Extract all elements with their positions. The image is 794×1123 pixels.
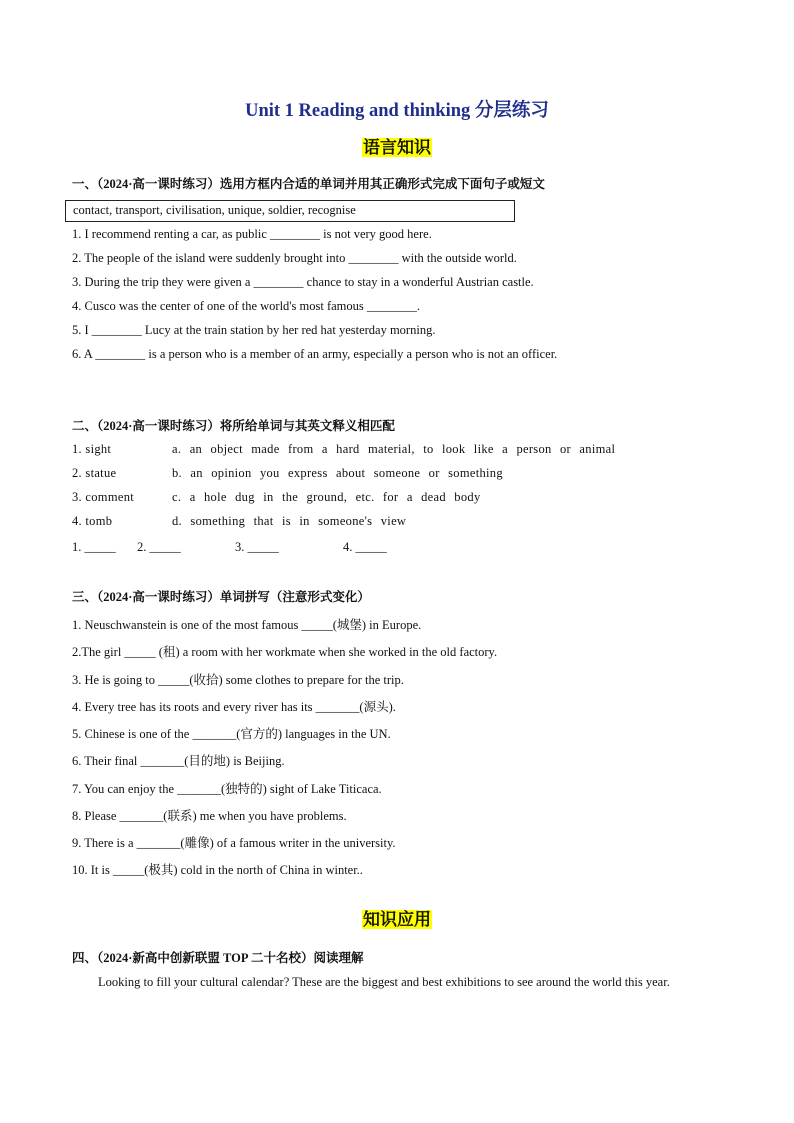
reading-paragraph: Looking to fill your cultural calendar? These are the biggest and best exhibitions to see around the world this year. [98, 975, 670, 989]
section4-heading: 四、（2024·新高中创新联盟 TOP 二十名校）阅读理解 [72, 951, 364, 965]
list-item: 6. Their final _______(目的地) is Beijing. [72, 754, 285, 768]
list-item: 6. A ________ is a person who is a member of an army, especially a person who is not an officer. [72, 347, 558, 361]
list-item: 7. You can enjoy the _______(独特的) sight of Lake Titicaca. [72, 782, 382, 796]
match-word: 1. sight [72, 442, 112, 456]
match-word: 3. comment [72, 490, 135, 504]
list-item: 2.The girl _____ (租) a room with her workmate when she worked in the old factory. [72, 645, 498, 659]
match-definition: d. something that is in someone's view [172, 514, 407, 528]
list-item: 5. Chinese is one of the _______(官方的) languages in the UN. [72, 727, 391, 741]
banner-label: 知识应用 [363, 910, 431, 929]
word-box [65, 200, 515, 222]
match-word: 2. statue [72, 466, 117, 480]
match-definition: b. an opinion you express about someone or something [172, 466, 503, 480]
list-item: 4. Every tree has its roots and every river has its _______(源头). [72, 700, 396, 714]
list-item: 3. He is going to _____(收拾) some clothes to prepare for the trip. [72, 673, 404, 687]
section2-heading: 二、（2024·高一课时练习）将所给单词与其英文释义相匹配 [72, 419, 395, 433]
banner-label: 语言知识 [363, 138, 431, 157]
section-banner-application [0, 909, 794, 931]
section3-heading: 三、（2024·高一课时练习）单词拼写（注意形式变化） [72, 590, 370, 604]
answer-blank: 4. _____ [343, 540, 387, 554]
section-banner-language [0, 137, 794, 159]
answer-blank: 1. _____ [72, 540, 116, 554]
list-item: 5. I ________ Lucy at the train station by her red hat yesterday morning. [72, 323, 436, 337]
list-item: 3. During the trip they were given a ________ chance to stay in a wonderful Austrian castle. [72, 275, 534, 289]
list-item: 10. It is _____(极其) cold in the north of China in winter.. [72, 863, 363, 877]
answer-blank: 2. _____ [137, 540, 181, 554]
match-word: 4. tomb [72, 514, 113, 528]
section1-heading: 一、（2024·高一课时练习）选用方框内合适的单词并用其正确形式完成下面句子或短文 [72, 177, 545, 191]
list-item: 1. I recommend renting a car, as public ________ is not very good here. [72, 227, 432, 241]
match-definition: a. an object made from a hard material, to look like a person or animal [172, 442, 616, 456]
list-item: 8. Please _______(联系) me when you have problems. [72, 809, 347, 823]
page-title: Unit 1 Reading and thinking 分层练习 [245, 101, 549, 121]
list-item: 1. Neuschwanstein is one of the most famous _____(城堡) in Europe. [72, 618, 422, 632]
list-item: 4. Cusco was the center of one of the world's most famous ________. [72, 299, 421, 313]
list-item: 2. The people of the island were suddenly brought into ________ with the outside world. [72, 251, 517, 265]
match-definition: c. a hole dug in the ground, etc. for a dead body [172, 490, 481, 504]
word-box-text: contact, transport, civilisation, unique, soldier, recognise [73, 203, 356, 217]
list-item: 9. There is a _______(雕像) of a famous writer in the university. [72, 836, 396, 850]
answer-blank: 3. _____ [235, 540, 279, 554]
